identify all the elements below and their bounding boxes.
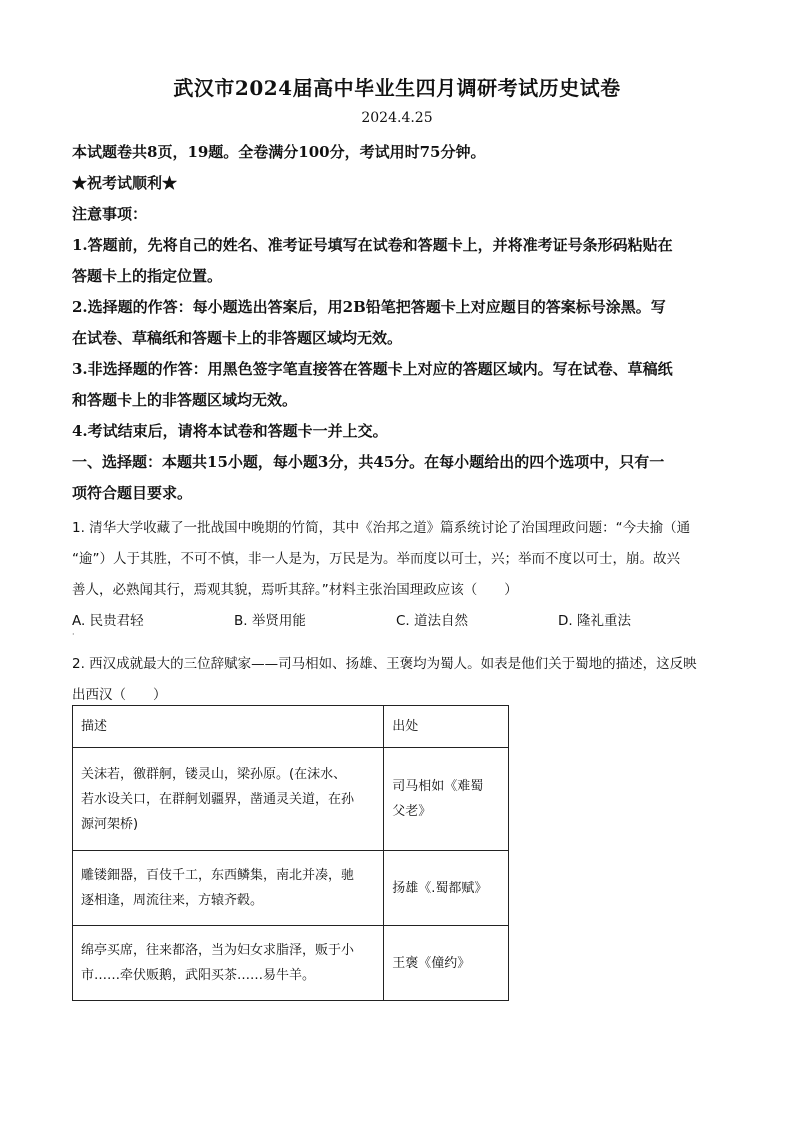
source-table bbox=[72, 705, 509, 1001]
notice-line: 1.答题前，先将自己的姓名、准考证号填写在试卷和答题卡上，并将准考证号条形码粘贴在 bbox=[72, 236, 673, 254]
option-d: D. 隆礼重法 bbox=[558, 613, 631, 629]
exam-title: 武汉市2024届高中毕业生四月调研考试历史试卷 bbox=[173, 76, 621, 100]
notice-line: 答题卡上的指定位置。 bbox=[72, 267, 223, 285]
question-1-text: “逾”）人于其胜，不可不慎，非一人是为，万民是为。举而度以可士，兴；举而不度以可士，崩。故兴 bbox=[72, 551, 680, 567]
cell-line: 市……牵伏贩鹅，武阳买茶……易牛羊。 bbox=[81, 968, 316, 983]
cell-line: 父老》 bbox=[392, 804, 432, 819]
cell-line: 王褒《僮约》 bbox=[392, 955, 471, 971]
exam-summary: 本试题卷共8页，19题。全卷满分100分，考试用时75分钟。 bbox=[72, 143, 486, 161]
good-luck-line: ★祝考试顺利★ bbox=[72, 174, 178, 192]
cell-line: 关沫若，徼群舸，镂灵山，梁孙原。(在沫水、 bbox=[81, 766, 347, 782]
table-header-row bbox=[73, 706, 509, 748]
cell-line: 司马相如《难蜀 bbox=[392, 779, 484, 794]
question-1-text: 善人，必熟闻其行，焉观其貌，焉听其辞。”材料主张治国理政应该（ ） bbox=[72, 582, 518, 598]
option-a: A. 民贵君轻 bbox=[72, 613, 144, 629]
section-heading: 一、选择题：本题共15小题，每小题3分，共45分。在每小题给出的四个选项中，只有一 bbox=[72, 453, 665, 471]
cell-line: 逐相逢，周流往来，方辕齐毂。 bbox=[81, 893, 264, 908]
question-2-text: 出西汉（ ） bbox=[72, 687, 167, 703]
table-row bbox=[73, 851, 509, 926]
notice-line: 2.选择题的作答：每小题选出答案后，用2B铅笔把答题卡上对应题目的答案标号涂黑。写 bbox=[72, 298, 666, 316]
table-cell-description bbox=[73, 926, 384, 1001]
table-cell-description bbox=[73, 851, 384, 926]
notice-line: 在试卷、草稿纸和答题卡上的非答题区域均无效。 bbox=[72, 329, 403, 347]
table-header-cell: 描述 bbox=[73, 706, 384, 748]
cell-line: 绵亭买席，往来都洛，当为妇女求脂泽，贩于小 bbox=[81, 943, 355, 958]
table-cell-source bbox=[384, 851, 509, 926]
question-1-text: 1. 清华大学收藏了一批战国中晚期的竹简，其中《治邦之道》篇系统讨论了治国理政问题：“今夫揄（通 bbox=[72, 520, 691, 536]
table-header-cell: 出处 bbox=[384, 706, 509, 748]
notice-line: 3.非选择题的作答：用黑色签字笔直接答在答题卡上对应的答题区域内。写在试卷、草稿纸 bbox=[72, 360, 673, 378]
question-2-text: 2. 西汉成就最大的三位辞赋家——司马相如、扬雄、王褒均为蜀人。如表是他们关于蜀地的描述，这反映 bbox=[72, 656, 697, 672]
table-cell-source bbox=[384, 926, 509, 1001]
notice-line: 4.考试结束后，请将本试卷和答题卡一并上交。 bbox=[72, 422, 388, 440]
notice-heading: 注意事项： bbox=[72, 205, 148, 223]
option-c: C. 道法自然 bbox=[396, 613, 469, 629]
stray-mark: · bbox=[72, 630, 75, 639]
cell-line: 扬雄《.蜀都赋》 bbox=[392, 880, 488, 896]
cell-line: 若水设关口，在群舸划疆界，凿通灵关道，在孙 bbox=[81, 791, 355, 807]
table-row bbox=[73, 748, 509, 851]
table-cell-source bbox=[384, 748, 509, 851]
option-b: B. 举贤用能 bbox=[234, 613, 306, 629]
cell-line: 源河架桥) bbox=[81, 816, 139, 832]
table-row bbox=[73, 926, 509, 1001]
cell-line: 雕镂鈿器，百伎千工，东西鳞集，南北并凑，驰 bbox=[81, 868, 355, 883]
exam-date: 2024.4.25 bbox=[361, 110, 433, 126]
section-heading: 项符合题目要求。 bbox=[72, 484, 193, 502]
notice-line: 和答题卡上的非答题区域均无效。 bbox=[72, 391, 298, 409]
table-cell-description bbox=[73, 748, 384, 851]
